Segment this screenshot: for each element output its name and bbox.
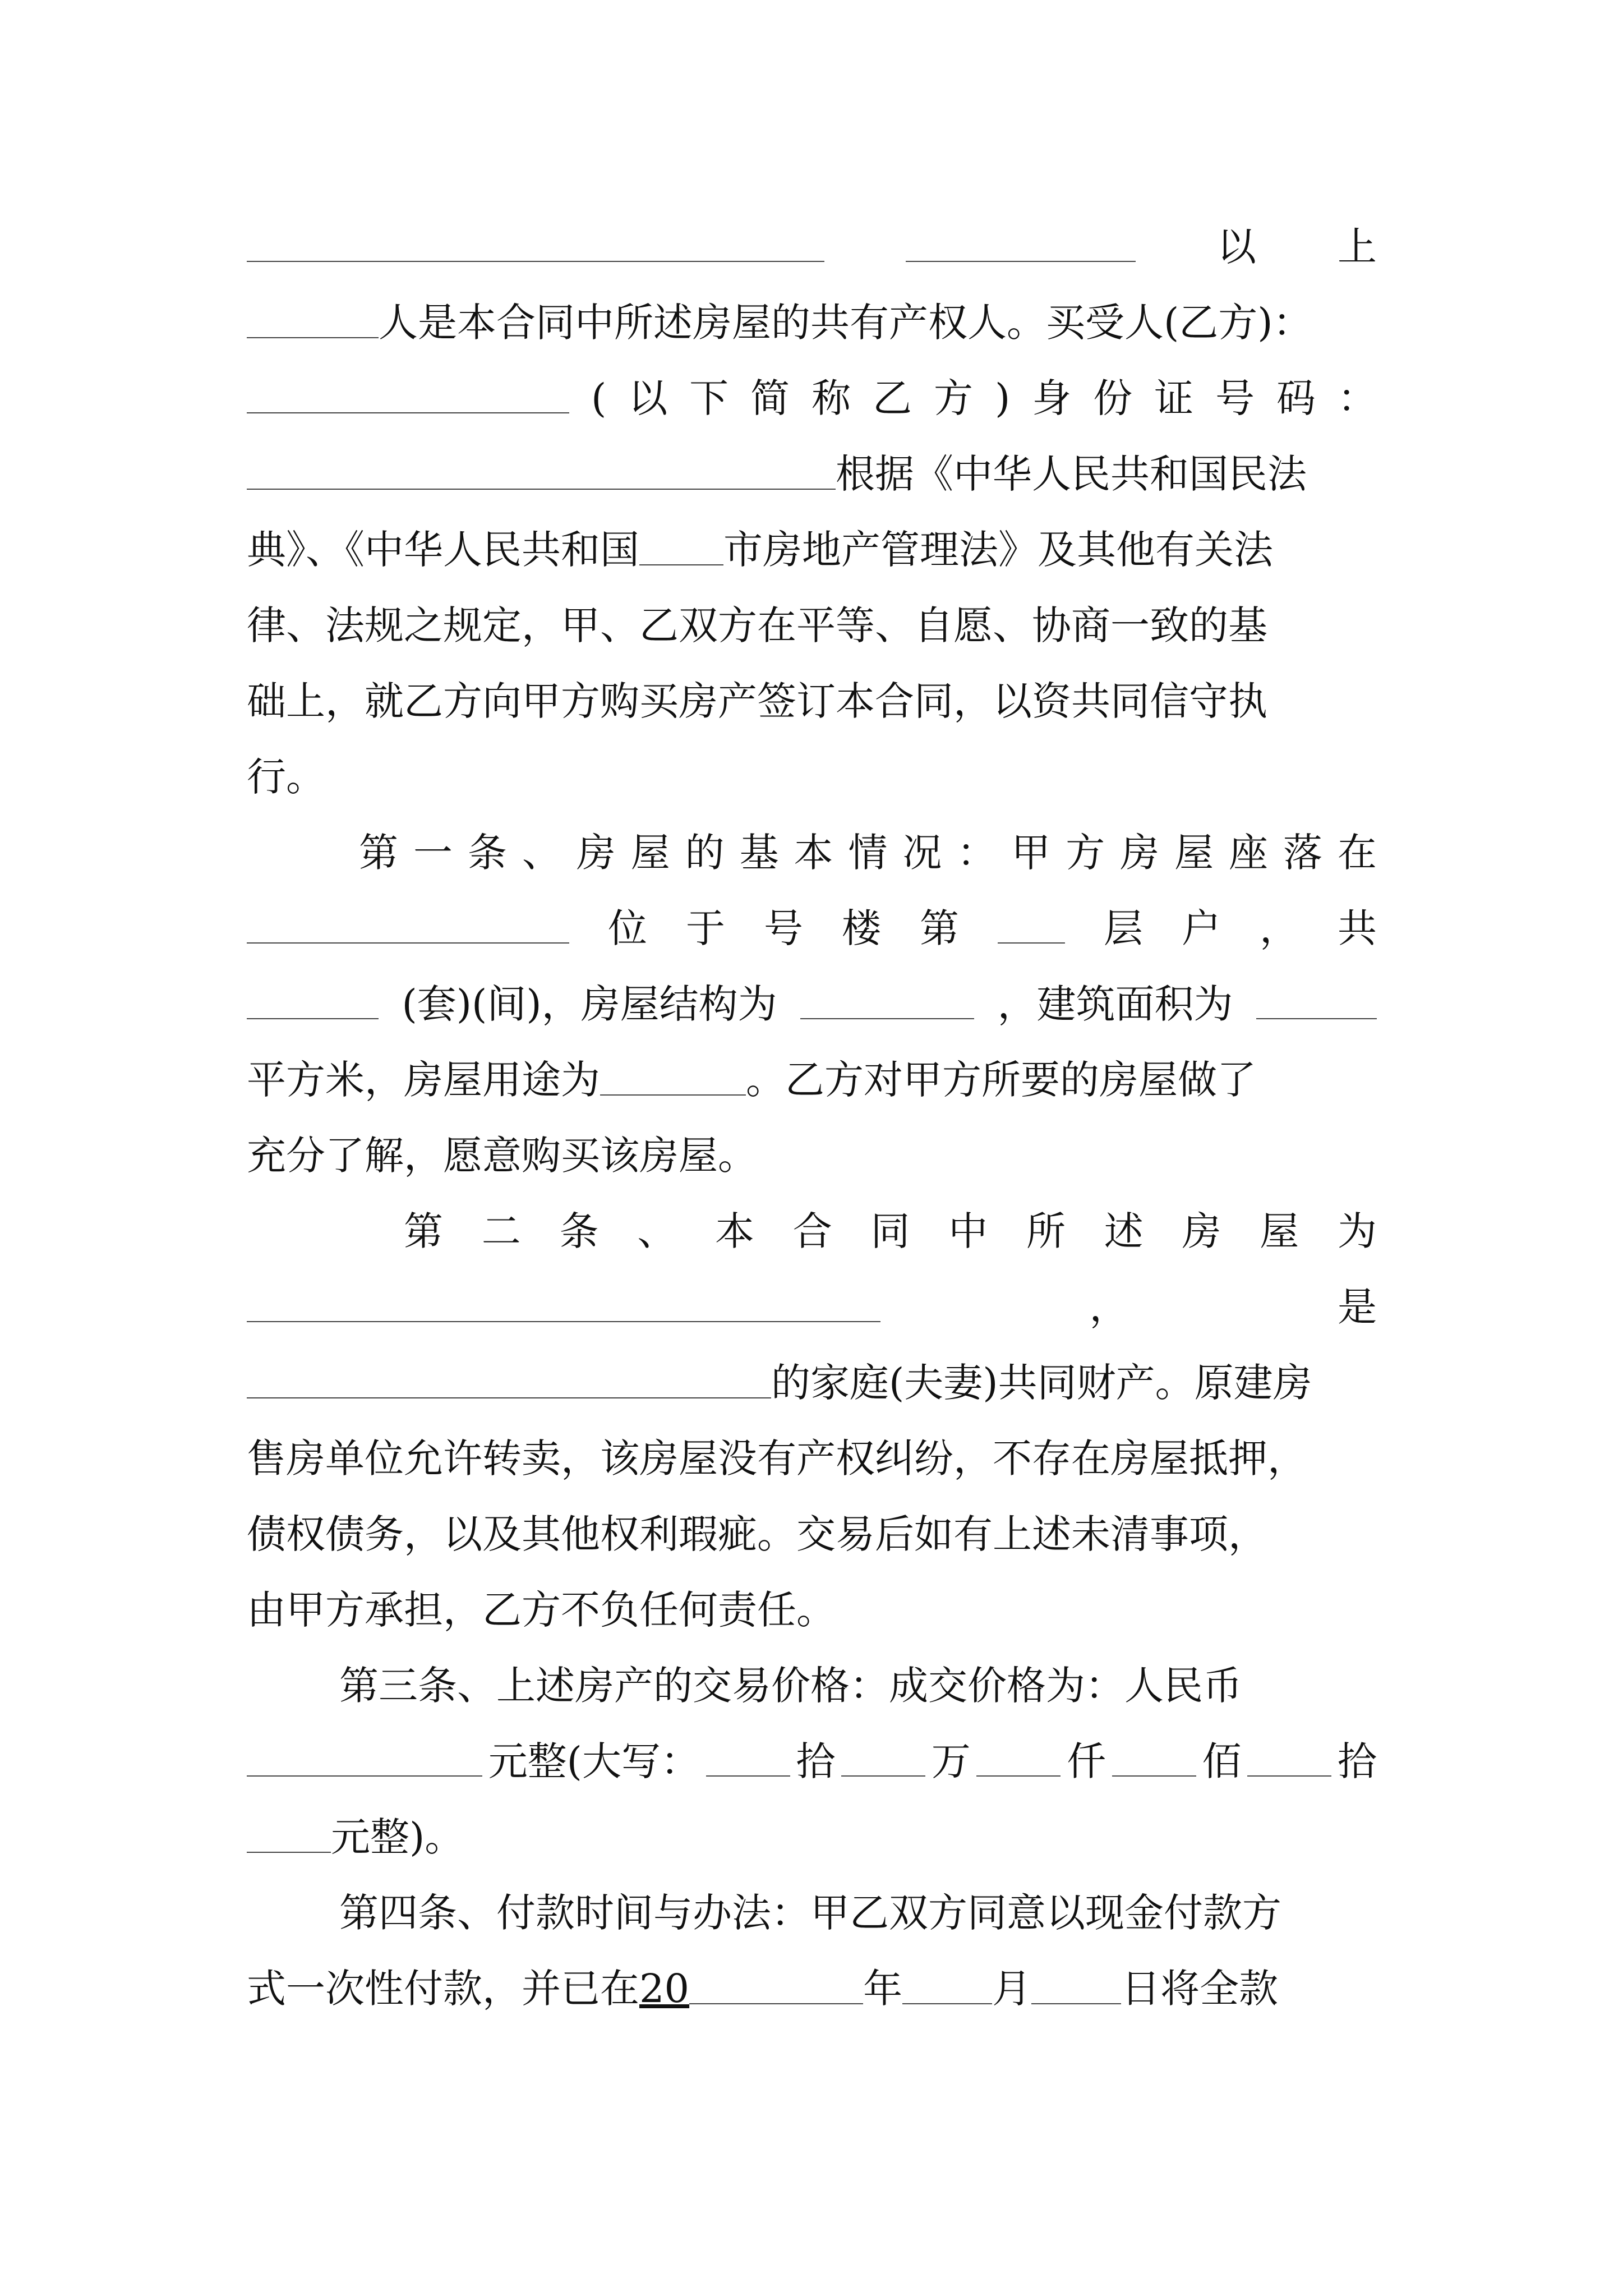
text-line: 根据《中华人民共和国民法 — [247, 443, 1377, 505]
fill-blank[interactable] — [247, 412, 569, 413]
text-line: 元整)。 — [247, 1806, 1377, 1868]
text-line: 的家庭(夫妻)共同财产。原建房 — [247, 1352, 1377, 1414]
fill-blank[interactable] — [247, 1775, 482, 1777]
text-line: 元整(大写： 拾 万 仟 佰 拾 — [247, 1731, 1377, 1792]
fill-blank[interactable] — [706, 1775, 790, 1777]
text-line: 售房单位允许转卖，该房屋没有产权纠纷，不存在房屋抵押， — [247, 1435, 1307, 1481]
fill-blank[interactable] — [800, 1018, 974, 1019]
text-line: 位 于 号 楼 第 层 户 ， 共 — [247, 898, 1377, 959]
fill-blank[interactable] — [1112, 1775, 1196, 1777]
article-2-heading: 第 二 条 、 本 合 同 中 所 述 房 屋 为 — [404, 1208, 1377, 1254]
text-line: 典》、《中华人民共和国 市房地产管理法》及其他有关法 — [247, 527, 1273, 573]
fill-blank[interactable] — [247, 488, 836, 490]
text-line: 债权债务，以及其他权利瑕疵。交易后如有上述未清事项， — [247, 1511, 1267, 1557]
text-line: 充分了解，愿意购买该房屋。 — [247, 1133, 757, 1179]
fill-blank[interactable] — [1247, 1775, 1331, 1777]
text-line: 础上，就乙方向甲方购买房产签订本合同，以资共同信守执 — [247, 678, 1267, 724]
text-line: 人是本合同中所述房屋的共有产权人。买受人(乙方)： — [247, 292, 1377, 353]
article-3-heading: 第三条、上述房产的交易价格：成交价格为：人民币 — [339, 1663, 1242, 1709]
fill-blank[interactable] — [247, 337, 379, 338]
fill-blank[interactable] — [689, 2003, 863, 2004]
fill-blank[interactable] — [841, 1775, 925, 1777]
article-4-heading: 第四条、付款时间与办法：甲乙双方同意以现金付款方 — [339, 1890, 1281, 1936]
fill-blank[interactable] — [639, 564, 723, 565]
fill-blank[interactable] — [1031, 2003, 1121, 2004]
fill-blank[interactable] — [247, 1851, 331, 1853]
text-line: 式一次性付款，并已在20 年 月 日将全款 — [247, 1966, 1279, 2012]
fill-blank[interactable] — [247, 1018, 379, 1019]
fill-blank[interactable] — [998, 942, 1065, 944]
text-line: ( 以 下 简 称 乙 方 ) 身 份 证 号 码 ： — [247, 367, 1377, 429]
text-line: (套)(间)，房屋结构为 ，建筑面积为 — [247, 973, 1377, 1035]
article-1-heading: 第 一 条 、 房 屋 的 基 本 情 况 ： 甲 方 房 屋 座 落 在 — [359, 830, 1377, 876]
text-line: 以 上 — [247, 216, 1377, 278]
fill-blank[interactable] — [600, 1094, 746, 1096]
fill-blank[interactable] — [976, 1775, 1061, 1777]
fill-blank[interactable] — [906, 260, 1136, 262]
fill-blank[interactable] — [247, 1320, 880, 1322]
fill-blank[interactable] — [247, 260, 824, 262]
fill-blank[interactable] — [247, 1397, 771, 1398]
fill-blank[interactable] — [247, 942, 569, 944]
text-line: 律、法规之规定，甲、乙双方在平等、自愿、协商一致的基 — [247, 602, 1267, 648]
text-line: ， 是 — [247, 1276, 1377, 1338]
fill-blank[interactable] — [902, 2003, 992, 2004]
text-line: 平方米，房屋用途为 。乙方对甲方所要的房屋做了 — [247, 1057, 1256, 1103]
fill-blank[interactable] — [1256, 1018, 1377, 1019]
text-line: 由甲方承担，乙方不负任何责任。 — [247, 1587, 836, 1633]
text-line: 行。 — [247, 754, 325, 800]
